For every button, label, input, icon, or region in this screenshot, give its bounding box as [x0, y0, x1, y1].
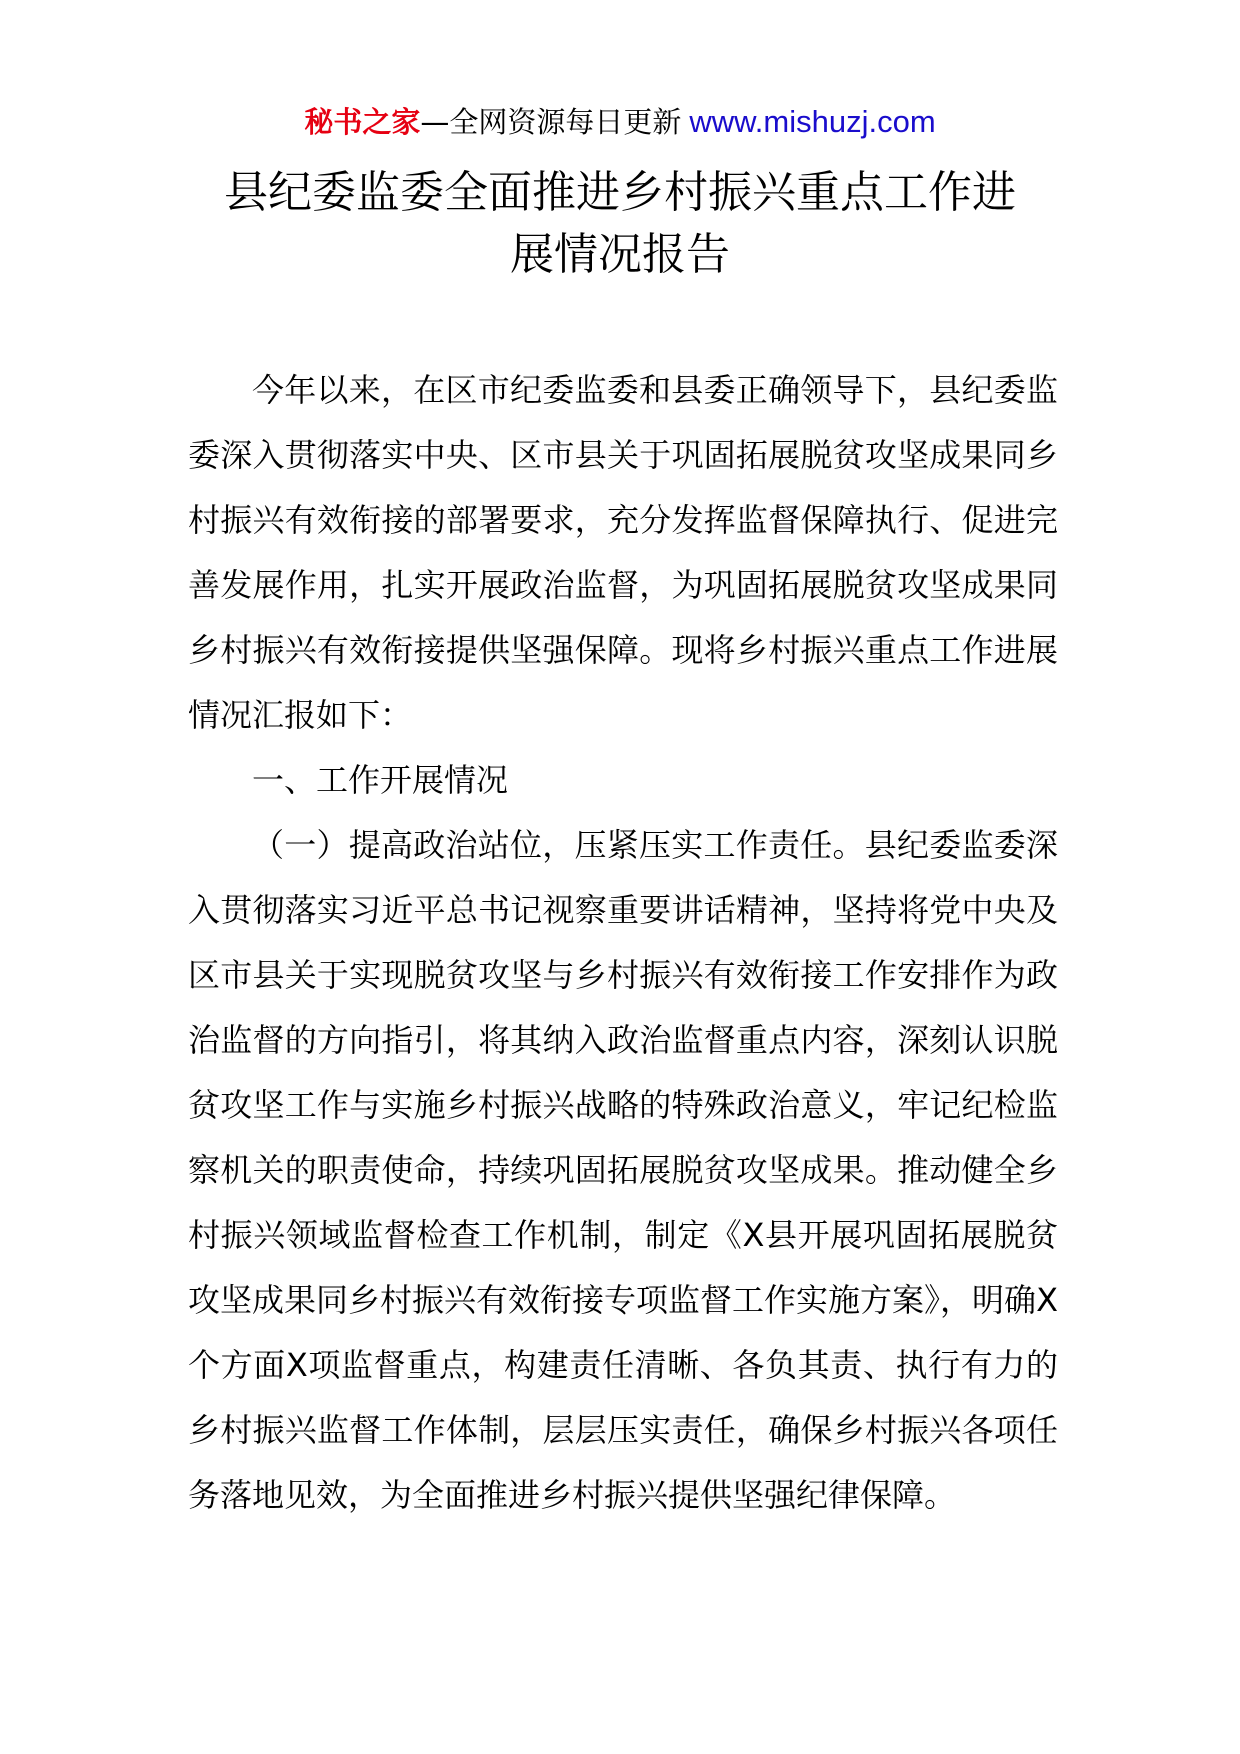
section-heading: 一、工作开展情况: [252, 761, 509, 799]
document-title: [0, 162, 1240, 286]
section-paragraph: （一）提高政治站位，压紧压实工作责任。县纪委监委深入贯彻落实习近平总书记视察重要讲话精神，坚持将党中央及区市县关于实现脱贫攻坚与乡村振兴有效衔接工作安排作为政治监督的方向指引，将其纳入政治监督重点内容，深刻认识脱贫攻坚工作与实施乡村振兴战略的特殊政治意义，牢记纪检监察机关的职责使命，持续巩固拓展脱贫攻坚成果。推动健全乡村振兴领域监督检查工作机制，制定《X县开展巩固拓展脱贫攻坚成果同乡村振兴有效衔接专项监督工作实施方案》，明确X个方面X项监督重点，构建责任清晰、各负其责、执行有力的乡村振兴监督工作体制，层层压实责任，确保乡村振兴各项任务落地见效，为全面推进乡村振兴提供坚强纪律保障。: [188, 826, 1058, 1514]
site-header: [0, 100, 1240, 144]
site-url-link[interactable]: www.mishuzj.com: [689, 104, 936, 139]
title-line-1: 县纪委监委全面推进乡村振兴重点工作进: [224, 167, 1016, 218]
header-tagline: —全网资源每日更新: [420, 105, 682, 139]
document-body: [188, 358, 1058, 1528]
title-line-2: 展情况报告: [510, 229, 730, 280]
brand-name: 秘书之家: [304, 105, 421, 139]
intro-paragraph: 今年以来，在区市纪委监委和县委正确领导下，县纪委监委深入贯彻落实中央、区市县关于巩固拓展脱贫攻坚成果同乡村振兴有效衔接的部署要求，充分发挥监督保障执行、促进完善发展作用，扎实开展政治监督，为巩固拓展脱贫攻坚成果同乡村振兴有效衔接提供坚强保障。现将乡村振兴重点工作进展情况汇报如下：: [188, 371, 1058, 734]
